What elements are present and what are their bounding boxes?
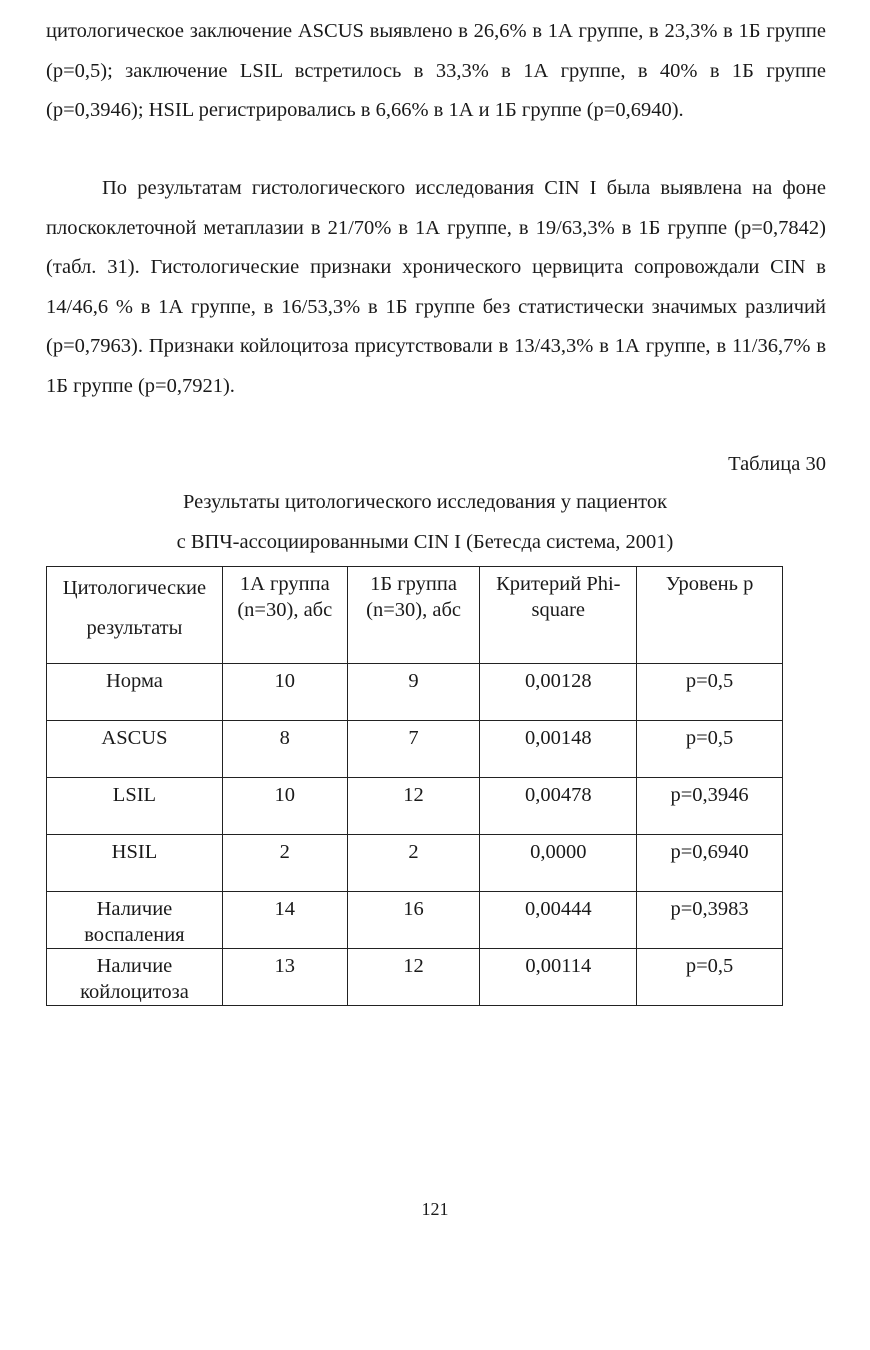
row-label: ASCUS bbox=[47, 721, 223, 778]
table-row bbox=[47, 664, 783, 721]
table-row bbox=[47, 892, 783, 949]
cell-group-1a: 10 bbox=[222, 664, 347, 721]
cell-group-1b: 7 bbox=[347, 721, 480, 778]
cell-group-1a: 14 bbox=[222, 892, 347, 949]
header-p-level: Уровень р bbox=[637, 567, 783, 664]
cell-group-1b: 9 bbox=[347, 664, 480, 721]
row-label: LSIL bbox=[47, 778, 223, 835]
cell-phi-square: 0,00128 bbox=[480, 664, 637, 721]
header-cytology-results: Цитологические результаты bbox=[47, 567, 223, 664]
cell-phi-square: 0,00478 bbox=[480, 778, 637, 835]
cell-group-1a: 2 bbox=[222, 835, 347, 892]
cell-phi-square: 0,00444 bbox=[480, 892, 637, 949]
cell-p-level: р=0,3983 bbox=[637, 892, 783, 949]
table-label: Таблица 30 bbox=[728, 453, 826, 475]
cell-group-1a: 10 bbox=[222, 778, 347, 835]
table-title-line-2: с ВПЧ-ассоциированными CIN I (Бетесда система, 2001) bbox=[176, 531, 674, 553]
cell-p-level: р=0,5 bbox=[637, 664, 783, 721]
cell-group-1b: 2 bbox=[347, 835, 480, 892]
table-row bbox=[47, 949, 783, 1006]
table-row bbox=[47, 721, 783, 778]
row-label: Наличие койлоцитоза bbox=[47, 949, 223, 1006]
row-label: Наличие воспаления bbox=[47, 892, 223, 949]
cell-group-1a: 13 bbox=[222, 949, 347, 1006]
cell-group-1a: 8 bbox=[222, 721, 347, 778]
cell-phi-square: 0,0000 bbox=[480, 835, 637, 892]
table-header-row bbox=[47, 567, 783, 664]
cell-group-1b: 12 bbox=[347, 949, 480, 1006]
cell-phi-square: 0,00148 bbox=[480, 721, 637, 778]
cell-p-level: р=0,6940 bbox=[637, 835, 783, 892]
cell-p-level: р=0,5 bbox=[637, 721, 783, 778]
cell-group-1b: 16 bbox=[347, 892, 480, 949]
row-label: Норма bbox=[47, 664, 223, 721]
cell-phi-square: 0,00114 bbox=[480, 949, 637, 1006]
body-paragraph-1: цитологическое заключение ASCUS выявлено в 26,6% в 1А группе, в 23,3% в 1Б группе (р=0,5); заключение LSIL встретилось в 33,3% в 1А группе, в 40% в 1Б группе (р=0,3946); HSIL регистрировались в 6,66% в 1А и 1Б группе (р=0,6940). bbox=[46, 20, 826, 121]
body-paragraph-2: По результатам гистологического исследования CIN I была выявлена на фоне плоскоклеточной метаплазии в 21/70% в 1А группе, в 19/63,3% в 1Б группе (р=0,7842) (табл. 31). Гистологические признаки хронического цервицита сопровождали CIN в 14/46,6 % в 1А группе, в 16/53,3% в 1Б группе без статистически значимых различий (р=0,7963). Признаки койлоцитоза присутствовали в 13/43,3% в 1А группе, в 11/36,7% в 1Б группе (р=0,7921). bbox=[46, 177, 826, 397]
table-title-line-1: Результаты цитологического исследования у пациенток bbox=[182, 491, 668, 513]
table-row bbox=[47, 835, 783, 892]
header-phi-square: Критерий Phi-square bbox=[480, 567, 637, 664]
cell-p-level: р=0,3946 bbox=[637, 778, 783, 835]
cell-p-level: р=0,5 bbox=[637, 949, 783, 1006]
table-row bbox=[47, 778, 783, 835]
page-number: 121 bbox=[421, 1199, 449, 1219]
row-label: HSIL bbox=[47, 835, 223, 892]
cell-group-1b: 12 bbox=[347, 778, 480, 835]
header-group-1b: 1Б группа (n=30), абс bbox=[347, 567, 480, 664]
results-table bbox=[46, 566, 783, 1006]
header-group-1a: 1А группа (n=30), абс bbox=[222, 567, 347, 664]
